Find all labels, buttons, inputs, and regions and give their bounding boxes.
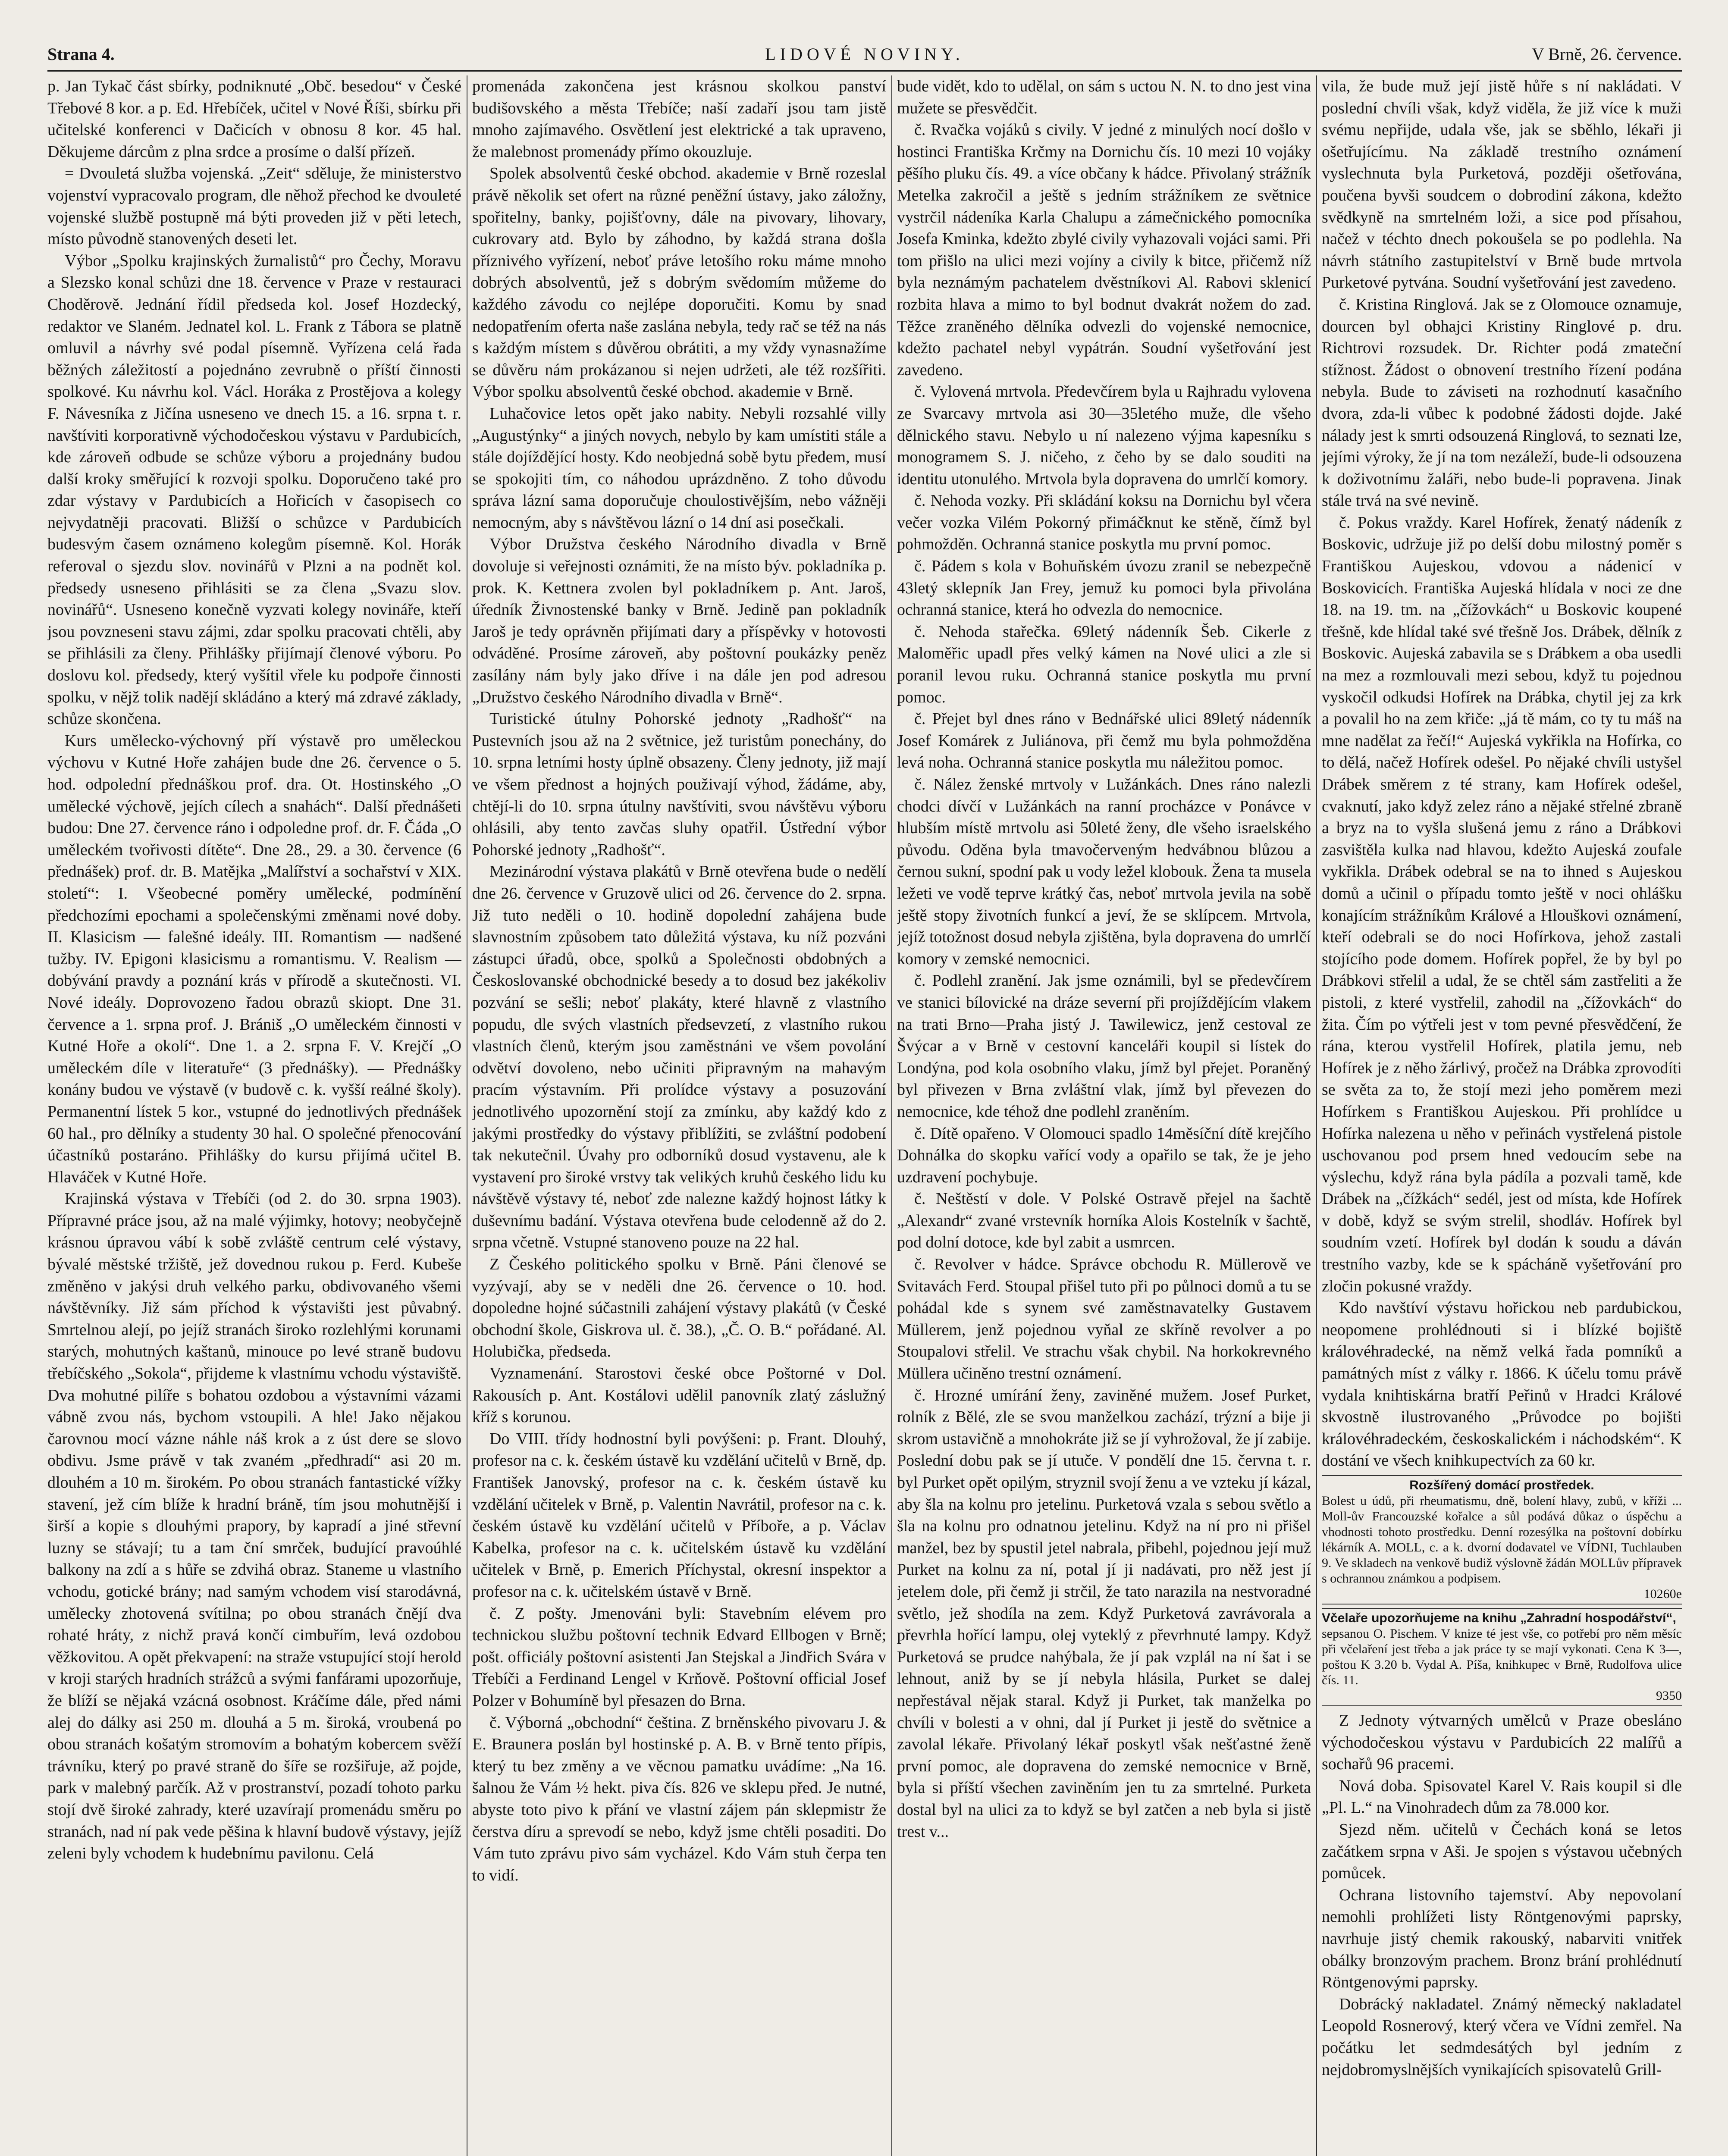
article-paragraph: č. Neštěstí v dole. V Polské Ostravě přejel na šachtě „Alexandr“ zvané vrstevník horníka Alois Kostelník v šachtě, pod dolní dotoce, kde byl zabit a usmrcen. — [897, 1190, 1311, 1252]
article-paragraph: č. Dítě opařeno. V Olomouci spadlo 14měsíční dítě krejčího Dohnálka do skopku vařící vody a opařilo se tak, že je jeho uzdravení pochybuje. — [897, 1124, 1311, 1186]
article-paragraph: č. Z pošty. Jmenováni byli: Stavebním elévem pro technickou službu poštovní technik Edvard Ellbogen v Brně; pošt. officiály poštovní asistenti Jan Stejskal a Jindřich Svára v Třebíči a Ferdinand Lengel v Krňově. Poštovní official Josef Polzer v Bohumíně byl přesazen do Brna. — [472, 1604, 886, 1710]
article-paragraph: promenáda zakončena jest krásnou skolkou panství budišovského a města Třebíče; naší zadaří jsou tam jistě mnoho zajímavého. Osvětlení jest elektrické a tak upraveno, že malebnost promenády přímo okouzluje. — [472, 77, 886, 161]
article-paragraph: Výbor „Spolku krajinských žurnalistů“ pro Čechy, Moravu a Slezsko konal schůzi dne 18. července v Praze v restauraci Choděrově. Jednání řídil předseda kol. Josef Hozdecký, redaktor ve Slaném. Jednatel kol. L. Frank z Tábora se platně omluvil a návrhy své podal písemně. Vyřízena celá řada běžných záležitostí a pojednáno zevrubně o příští činnosti spolkové. Ku návrhu kol. Václ. Horáka z Prostějova a kolegy F. Návesníka z Jičína usneseno ve dnech 15. a 16. srpna t. r. navštíviti korporativně východočeskou výstavu v Pardubicích, kde zároveň odbude se schůze výboru a projednány budou další kroky směřující k rozvoji spolku. Doporučeno také pro zdar výstavy v Pardubicích a Hořicích v časopisech co nejvydatněji pracovati. Bližší o schůzce v Pardubicích budesvým časem oznámeno kolegům písemně. Kol. Horák referoval o sjezdu slov. novinářů v Plzni a na podnět kol. předsedy usneseno přihlásiti se za člena „Svazu slov. novinářů“. Usneseno konečně vyzvati kolegy novináře, kteří jsou povzneseni stavu zájmi, zdar spolku pracovati chtěli, aby se přihlásili za členy. Přihlášky přijímají členové výboru. Po doslovu kol. předsedy, který vyšítil vřele ku podpoře činnosti spolku, v nějž tolik nadějí skládáno a který má zdravé základy, schůze skončena. — [47, 251, 461, 728]
article-paragraph: Z Českého politického spolku v Brně. Páni členové se vyzývají, aby se v neděli dne 26. července o 10. hod. dopoledne hojné súčastnili zahájení výstavy plakátů (v České obchodní škole, Giskrova ul. č. 38.), „Č. O. B.“ pořádané. Al. Holubička, předseda. — [472, 1255, 886, 1361]
article-paragraph: Sjezd něm. učitelů v Čechách koná se letos začátkem srpna v Aši. Je spojen s výstavou učebných pomůcek. — [1322, 1820, 1682, 1883]
article-paragraph: Spolek absolventů české obchod. akademie v Brně rozeslal právě několik set ofert na různé peněžní ústavy, jako záložny, spořitelny, banky, pojišťovny, dále na pivovary, lihovary, cukrovary atd. Bylo by záhodno, by každá strana došla příznivého vyřízení, neboť práve letošího roku máme mnoho dobrých absolventů, jež s dobrým svědomím můžeme do každého závodu co nejlépe doporučiti. Komu by snad nedopatřením oferta naše zaslána nebyla, tedy rač se též na nás s každým místem s důvěrou obrátiti, a my vždy vynasnažíme se důvěru nám prokázanou si nejen udržeti, ale též rozšířiti. Výbor spolku absolventů české obchod. akademie v Brně. — [472, 164, 886, 401]
article-paragraph: č. Kristina Ringlová. Jak se z Olomouce oznamuje, dourcen byl obhajci Kristiny Ringlové p. dru. Richtrovi rozsudek. Dr. Richter podá zmateční stížnost. Žádost o obnovení trestního řízení podána nebyla. Bude to záviseti na rozhodnutí kasačního dvora, zda-li vůbec k podobné žádosti dojde. Jaké nálady jest k smrti odsouzená Ringlová, to seznati lze, jejími výroky, že jí na tom nezáleží, bude-li odsouzena k doživotnímu žaláři, nebo bude-li popravena. Jinak stále trvá na své nevině. — [1322, 295, 1682, 510]
article-paragraph: Dobrácký nakladatel. Známý německý nakladatel Leopold Rosnerový, který včera ve Vídni zemřel. Na počátku let sedmdesátých byl jedním z nejdobromyslnějších vynikajících spisovatelů Grill- — [1322, 1995, 1682, 2079]
column-2 — [472, 75, 886, 2156]
ad-title: Rozšířený domácí prostředek. — [1409, 1478, 1594, 1492]
dateline: V Brně, 26. července. — [1531, 44, 1682, 64]
article-paragraph: Vyznamenání. Starostovi české obce Poštorné v Dol. Rakousích p. Ant. Kostálovi udělil panovník zlatý záslužný kříž s korunou. — [472, 1364, 886, 1426]
article-paragraph: Výbor Družstva českého Národního divadla v Brně dovoluje si veřejnosti oznámiti, že na místo býv. pokladníka p. prok. K. Kettnera zvolen byl pokladníkem p. Ant. Jaroš, úředník Živnostenské banky v Brně. Jedině pan pokladník Jaroš je tedy oprávněn přijímati dary a příspěvky v hotovosti odváděné. Prosíme zároveň, aby poštovní poukázky peněz zasílány nám byly jako dříve i na dále jen pod adresou „Družstvo českého Národního divadla v Brně“. — [472, 535, 886, 706]
article-paragraph: Krajinská výstava v Třebíči (od 2. do 30. srpna 1903). Přípravné práce jsou, až na malé výjimky, hotovy; neobyčejně krásnou úpravou vábí k sobě zvláště centrum celé výstavy, bývalé městské tržiště, jež dovednou rukou p. Ferd. Kubeše změněno v jakýsi druh velkého parku, obdivovaného všemi návštěvníky. Již sám příchod k výstavišti jest půvabný. Smrtelnou alejí, po jejíž stranách široko rozlehlými korunami starých, mohutných kaštanů, minouce po levé straně budovu třebíčského „Sokola“, přijdeme k vlastnímu vchodu výstaviště. Dva mohutné pilíře s bohatou ozdobou a výstavními vázami vábně zvou nás, bychom vstoupili. A hle! Jako nějakou čarovnou mocí vázne náhle náš krok a z úst dere se slovo obdivu. Jsme právě v tak zvaném „předhradí“ asi 20 m. dlouhém a 10 m. širokém. Po obou stranách fantastické vížky stavení, jež cím blíže k hradní bráně, tím jsou mohutnější i širší a kopie s dlouhými prapory, by kapradí a jiné střevní luzny se stávají; tu a tam ční smrček, budující pravoúhlé balkony na zdí a s hůře se zdvihá obraz. Staneme u vlastního vchodu, gotické brány; nad samým vchodem visí starodávná, umělecky zhotovená svítilna; po obou stranách čnějí dva rohaté hráty, z nichž pravá končí cimbuřím, levá ozdobou věžkovitou. A opět překvapení: na straže vstupující stojí herold v kroji starých hradních strážců a svými fanfárami upozorňuje, že blíží se nějaká vzácná osobnost. Kráčíme dále, před námi alej do dálky asi 250 m. dlouhá a 5 m. široká, vroubená po obou stranách košatým stromovím a bohatým kobercem svěží trávníku, který po pravé straně do šíře se rozšiřuje, až pojde, park v malebný parčík. Až v prostranství, pozadí tohoto parku stojí dvě široké zahrady, které uzavírají promenádu směru po stranách, nad ní pak vede pěšina k hlavní budově výstavy, jejíž zeleni byly vchodem k hudebnímu pavilonu. Celá — [47, 1190, 461, 1863]
article-paragraph: č. Rvačka vojáků s civily. V jedné z minulých nocí došlo v hostinci Františka Krčmy na Dornichu čís. 10 mezi 10 vojáky pěšího pluku čís. 49. a více občany k hádce. Přivolaný strážník Metelka zakročil a ještě s jedním strážníkem ze světnice vystrčil nádeníka Karla Chalupu a zámečnického pomocníka Josefa Kminka, kdežto zbylé civily vyhazovali vojáci sami. Při tom přišlo na ulici mezi vojíny a civily k bitce, přičemž níž byla neznámým pachatelem dvěstníkovi Al. Rabovi sklenicí rozbita hlava a mimo to byl bodnut dvakrát nožem do zad. Těžce zraněného dělníka odvezli do vojenské nemocnice, kdežto pachatel nebyl vypátrán. Soudní vyšetřování jest zavedeno. — [897, 121, 1311, 379]
advertisement-moll — [1322, 1475, 1682, 1604]
article-paragraph: č. Hrozné umírání ženy, zaviněné mužem. Josef Purket, rolník z Bělé, zle se svou manželkou zachází, trýzní a bije ji skrom ustavičně a mnohokráte již se jí vyhrožoval, že jí zabije. Poslední dobu pak se jí utuče. V pondělí dne 15. června t. r. byl Purket opět opilým, stryznil svojí ženu a ve vzteku jí kázal, aby šla na kolnu pro jetelinu. Purketová vzala s sebou světlo a šla na kolnu pro odnatnou jetelinu. Když na ní pro ni přišel manžel, bez by spustil jetel nabrala, přibehl, pojednou její muž Purket na kolnu za ní, potal jí ji nadávati, pro něž jest jí jetelem dole, při čemž ji strčil, že tato narazila na nestvoradné světlo, jež shodíla na zem. Když Purketová zavrávorala a převrhla hořící lampu, olej vyteklý z převrhnuté lampy. Když Purketová se prudce nahýbala, že jí pak vzplál na ní šat i se lehnout, aniž by se jí nebyla hlásila, Purket se dalej nepřestával nějak staral. Když ji Purket, tak manželka po chvíli v bolesti a v ohni, dal jí Purket ji jestě do světnice a zavolal lékaře. Přivolaný lékař poskytl však nešťastné ženě první pomoc, ale dopravena do zemské nemocnice v Brně, byla si příští všechen zaviněním jen tu za smrtelné. Purketa dostal byl na ulici za to když se byl zatčen a neb byla si jistě trest v... — [897, 1386, 1311, 1841]
article-paragraph: č. Podlehl zranění. Jak jsme oznámili, byl se předevčírem ve stanici bílovické na dráze severní při projíždějícím vlakem na trati Brno—Praha jistý J. Tawilewicz, jenž cestoval ze Švýcar a v Brně v cestovní kanceláři koupil si lístek do Londýna, pod kola osobního vlaku, jímž byl přejet. Poraněný byl přivezen v Brna zvláštní vlak, jímž byl převezen do nemocnice, kde téhož dne podlehl zraněním. — [897, 971, 1311, 1121]
article-paragraph: p. Jan Tykač část sbírky, podniknuté „Obč. besedou“ v České Třebové 8 kor. a p. Ed. Hřebíček, učitel v Nové Říši, sbírku při učitelské konferenci v Dačicích v obnosu 8 kor. 45 hal. Děkujeme dárcům z plna srdce a prosíme o další přízeň. — [47, 77, 461, 161]
column-rule — [891, 75, 892, 2156]
article-paragraph: Luhačovice letos opět jako nabity. Nebyli rozsahlé villy „Augustýnky“ a jiných novych, nebylo by kam umístiti stále a stále dojíždějící hosty. Kdo neobjedná sobě bytu předem, musí se spokojiti tím, co náhodou uprázdněno. Z toho důvodu správa lázní sama doporučuje choulostivějším, nebo vážněji nemocným, aby s návštěvou lázní o 14 dní asi posečkali. — [472, 404, 886, 532]
article-paragraph: Mezinárodní výstava plakátů v Brně otevřena bude o nedělí dne 26. července v Gruzově ulici od 26. července do 2. srpna. Již tuto neděli o 10. hodině dopolední zahájena bude slavnostním způsobem tato důležitá výstava, ku níž pozváni zástupci úřadů, obce, spolků a Společnosti obdobných a Českoslovanské obchodnické besedy a to dosud bez jakékoliv pozvání se sešli; neboť plakáty, které hlavně z vlastního popudu, dle svých vlastních předsevzetí, z vlastního rukou vlastních členů, kterým jsou zaměstnáni ve všem povolání odvětví dovoleno, nebo učiniti připravným na mahavým pracím výstavním. Při prolídce výstavy a posuzování jednotlivého upozornění stojí za zmínku, aby každý kdo z jakými prostředky do výstavy přiblížiti, se zvláštní podobení tak nekutečnil. Úvahy pro odborníků dosud vystavenu, ale k vystavení pro široké vrstvy tak velikých kruhů českého lidu ku návštěvě výstavy té, neboť zde nalezne každý hojnost látky k duševnímu badání. Výstava otevřena bude celodenně až do 2. srpna včetně. Vstupné stanoveno pouze na 22 hal. — [472, 862, 886, 1252]
ad-text: sepsanou O. Pischem. V knize té jest vše, co potřebí pro něm měsíc při včelaření jest třeba a jak práce ty se mají vykonati. Cena K 3—, poštou K 3.20 b. Vydal A. Píša, knihkupec v Brně, Rudolfova ulice čís. 11. — [1322, 1626, 1682, 1687]
article-paragraph: č. Revolver v hádce. Správce obchodu R. Müllerově ve Svitavách Ferd. Stoupal přišel tuto při po půlnoci domů a tu se pohádal kde s synem své zaměstnavatelky Gustavem Müllerem, jenž pojednou vyňal ze skříně revolver a po Stoupalovi střelil. Ve strachu však chybil. Na horkokrevného Müllera učiněno trestní oznámení. — [897, 1255, 1311, 1383]
column-rule — [1316, 75, 1317, 2156]
masthead-title: LIDOVÉ NOVINY. — [765, 44, 964, 64]
article-paragraph: bude vidět, kdo to udělal, on sám s uctou N. N. to dno jest vina mužete se přesvědčit. — [897, 77, 1311, 117]
article-paragraph: Ochrana listovního tajemství. Aby nepovolaní nemohli prohlížeti listy Röntgenovými paprsky, navrhuje jistý chemik rakouský, nabarviti vnitřek obálky bronzovým prachem. Bronz brání prohlédnutí Röntgenovými paprsky. — [1322, 1886, 1682, 1992]
article-paragraph: č. Výborná „obchodní“ čeština. Z brněnského pivovaru J. & E. Brauneга poslán byl hostinské p. A. B. v Brně tento přípis, který tu bez změny a ve věcnou pamatku uvádíme: „Na 16. šalnou že Vám ½ hekt. piva čís. 826 ve sklepu před. Je nutné, abyste toto pivo k přání ve vlastní zájem pán sklepmistr že čerstva díru a sprevodí se nebo, když jsme chtěli posaditi. Do Vám tuto zprávu pivo sám vycházel. Kdo Vám stuh čerpa ten to vidí. — [472, 1713, 886, 1884]
column-1 — [47, 75, 461, 2156]
article-paragraph: Do VIII. třídy hodnostní byli povýšeni: p. Frant. Dlouhý, profesor na c. k. českém ústavě ku vzdělání učitelů v Brně, dp. František Janovský, profesor na c. k. českém ústavě ku vzdělání učitelek v Brně, p. Valentin Navrátil, profesor na c. k. českém ústavě ku vzdělání učitelů v Příboře, a p. Václav Kabelka, profesor na c. k. učitelském ústavě ku vzdělání učitelek v Brně, p. Emerich Příchystal, okresní inspektor a profesor na c. k. učitelském ústavě v Brně. — [472, 1429, 886, 1601]
ad-title: Včelaře upozorňujeme na knihu „Zahradní hospodářství“, — [1322, 1611, 1676, 1625]
article-paragraph: č. Nehoda stařečka. 69letý nádenník Šeb. Cikerle z Maloměřic upadl přes velký kámen na Nové ulici a zle si poranil levou ruku. Ochranná stanice poskytla mu první pomoc. — [897, 622, 1311, 706]
ad-code: 9350 — [1656, 1689, 1682, 1703]
column-4 — [1322, 75, 1682, 2156]
article-paragraph: Z Jednoty výtvarných umělců v Praze obesláno východočeskou výstavu v Pardubicích 22 malířů a sochařů 96 pracemi. — [1322, 1711, 1682, 1774]
page-number: Strana 4. — [47, 44, 115, 64]
article-paragraph: vila, že bude muž její jistě hůře s ní nakládati. V poslední chvíli však, když viděla, že již více k muži svému nepřijde, udala vše, jak se sběhlo, lékaři ji ošetřujícímu. Na základě trestního oznámení vyslechnuta byla Purketová, později ošetřována, poučena byvši soudcem o dobrodiní zákona, kdežto svědkyně na smrtelném loži, a sice pod přísahou, načež v téchto dnech pokoušela se po podlehla. Na návrh státního zastupitelství v Brně bude mrtvola Purketové pytvána. Soudní vyšetřování jest zavedeno. — [1322, 77, 1682, 292]
article-paragraph: č. Vylovená mrtvola. Předevčírem byla u Rajhradu vylovena ze Svarcavy mrtvola asi 30—35letého muže, dle všeho dělnického stavu. Nebylo u ní nalezeno výjma kapesníku s monogramem S. J. ničeho, z čeho by se dalo souditi na identitu utonulého. Mrtvola byla dopravena do umrlčí komory. — [897, 382, 1311, 488]
header-rule — [47, 70, 1682, 72]
article-paragraph: č. Pádem s kola v Bohuňském úvozu zranil se nebezpečně 43letý sklepník Jan Frey, jemuž ku pomoci byla přivolána ochranná stanice, která ho odvezla do nemocnice. — [897, 557, 1311, 619]
ad-code: 10260e — [1643, 1587, 1682, 1601]
ad-text: Bolest u údů, při rheumatismu, dně, bolení hlavy, zubů, v kříži ... Moll-ův Francouzské kořalce a sůl podává důkaz o úspěchu a vhodnosti tohoto prostředku. Denní rozesýlka na poštovní dobírku lékárník A. MOLL, c. a k. dvorní dodavatel ve VÍDNI, Tuchlauben 9. Ve skladech na venkově budiž výslovně žádán MOLLův přípravek s ochrannou známkou a podpisem. — [1322, 1494, 1682, 1586]
article-paragraph: č. Přejet byl dnes ráno v Bednářské ulici 89letý nádenník Josef Komárek z Juliánova, při čemž mu byla pohmožděna levá noha. Ochranná stanice poskytla mu náležitou pomoc. — [897, 710, 1311, 772]
article-paragraph: Turistické útulny Pohorské jednoty „Radhošť“ na Pustevních jsou až na 2 světnice, jež turistům ponechány, do 10. srpna letními hosty úplně obsazeny. Členy jednoty, již mají ve všem přednost a hojných použivají výhod, žádáme, aby, chtějí-li do 10. srpna útulny navštíviti, svou návštěvu výboru ohlásili, aby tento zavčas sluhy opatřil. Ústřední výbor Pohorské jednoty „Radhošť“. — [472, 710, 886, 859]
page-header — [47, 40, 1682, 74]
column-3 — [897, 75, 1311, 2156]
advertisement-book — [1322, 1608, 1682, 1706]
article-paragraph: č. Nález ženské mrtvoly v Lužánkách. Dnes ráno nalezli chodci dívčí v Lužánkách na ranní procházce v Ponávce v hlubším místě mrtvolu asi 50leté ženy, dle všeho israelského původu. Oděna byla tmavočerveným hedvábnou blůzou a černou sukní, spodní pak u vody ležel klobouk. Žena ta musela ležeti ve vodě teprve krátký čas, neboť mrtvola jevila na sobě ještě stopy životních funkcí a jeví, že se sklípcem. Mrtvola, jejíž totožnost dosud nebyla zjištěna, byla dopravena do umrlčí komory v zemské nemocnici. — [897, 775, 1311, 968]
article-paragraph: = Dvouletá služba vojenská. „Zeit“ sděluje, že ministerstvo vojenství vypracovalo program, dle něhož přechod ke dvouleté vojenské službě postupně má býti proveden již v pěti letech, místo původně stanovených deseti let. — [47, 164, 461, 248]
article-paragraph: č. Nehoda vozky. Při skládání koksu na Dornichu byl včera večer vozka Vilém Pokorný přimáčknut ke stěně, čímž byl pohmožděn. Ochranná stanice poskytla mu první pomoc. — [897, 492, 1311, 554]
article-paragraph: Nová doba. Spisovatel Karel V. Rais koupil si dle „Pl. L.“ na Vinohradech dům za 78.000 kor. — [1322, 1777, 1682, 1817]
article-paragraph: Kdo navštíví výstavu hořickou neb pardubickou, neopomene prohlédnouti si i blízké bojiště královéhradecké, na němž velká řada pomníků a památných míst z války r. 1866. K účelu tomu právě vydala knihtiskárna bratří Peřinů v Hradci Králové skvostně ilustrovaného „Průvodce po bojišti královéhradeckém, českoskalickém i náchodském“. K dostání ve všech knihkupectvích za 60 kr. — [1322, 1299, 1682, 1470]
article-paragraph: č. Pokus vraždy. Karel Hofírek, ženatý nádeník z Boskovic, udržuje již po delší dobu milostný poměr s Františkou Aujeskou, vdovou a nádenicí v Boskovicích. Františka Aujeská hlídala v noci ze dne 18. na 19. tm. na „čížovkách“ u Boskovic koupené třešně, kde hlídal také své třešně Jos. Drábek, dělník z Boskovic. Aujeská zabavila se s Drábkem a oba usedli na mez a rozmlouvali mezi sebou, když tu pojednou vyskočil odkudsi Hofírek na Drábka, chytil jej za krk a povalil ho na zem křiče: „já tě mám, co ty tu máš na mne nadělat za řečí!“ Aujeská vykřikla na Hofírka, co to dělá, načež Hofírek odešel. Po nějaké chvíli ustyšel Drábek směrem z té strany, kam Hofírek odešel, cvaknutí, jako když zelez ráno a nějaké střelné zbraně a bryz na to vyšla slušená jemu z ráno a Drábkovi zasvištěla kulka nad hlavou, kdežto Aujeská zoufale vykřikla. Drábek odebral se na to ihned s Aujeskou domů a učinil o případu tomto ještě v noci ohlášku konajícím strážníkům Králové a Hlouškovi oznámení, kteří odebrali se do noci Hofírkova, jehož zastali stojícího pode domem. Hofírek popřel, že by byl po Drábkovi střelil a udal, že se chtěl sám zastřeliti a že pistoli, z které vystřelil, zahodil na „čížovkách“ do žita. Čím po výtřeli jest v tom pevné přesvědčení, že rána, kterou vystřelil Hofírek, platila jemu, neb Hofírek je z něho žárlivý, pročež na Drábka zprovodíti se světa za to, že stojí mezi jeho poměrem mezi Hofírkem s Františkou Aujeskou. Při prohlídce u Hofírka nalezena u něho v peřinách vystřelená pistole uschovanou pod prsem hned vedoucím sebe na výslechu, když rána byla pádíla a pozvali tamě, kde Drábek na „čížkách“ sedél, jest od místa, kde Hofírek v době, když se svým strelil, shodláv. Hofírek byl soudním vzetí. Hofírek byl dodán k soudu a dáván trestního vazby, kde se k spácháně vyšetřování pro zločin pokusné vraždy. — [1322, 513, 1682, 1295]
article-paragraph: Kurs umělecko-výchovný pří výstavě pro uměleckou výchovu v Kutné Hoře zahájen bude dne 26. července o 5. hod. odpolední přednáškou prof. dra. Ot. Hostinského „O umělecké výchově, jejích cílech a snahách“. Další přednášeti budou: Dne 27. července ráno i odpoledne prof. dr. F. Čáda „O uměleckém tvořivosti dítěte“. Dne 28., 29. a 30. července (6 přednášek) prof. dr. B. Matějka „Malířství a sochařství v XIX. století“: I. Všeobecné poměry umělecké, podmínění předchozími epochami a společenskými změnami nové doby. II. Klasicism — falešné ideály. III. Romantism — nadšené tužby. IV. Epigoni klasicismu a romantismu. V. Realism — dobývání pravdy a poznání krás v přírodě a skutečnosti. VI. Nové ideály. Doprovozeno řadou obrazů skiopt. Dne 31. července a 1. srpna prof. J. Brániš „O uměleckém činnosti v Kutné Hoře a okolí“. Dne 1. a 2. srpna F. V. Krejčí „O uměleckém díle v literatuře“ (3 přednášky). — Přednášky konány budou ve výstavě (v budově c. k. vyšší reálné školy). Permanentní lístek 5 kor., vstupné do jednotlivých přednášek 60 hal., pro dělníky a studenty 30 hal. O společné přenocování účastníků postaráno. Přihlášky do kursu přijímá učitel B. Hlaváček v Kutné Hoře. — [47, 731, 461, 1186]
